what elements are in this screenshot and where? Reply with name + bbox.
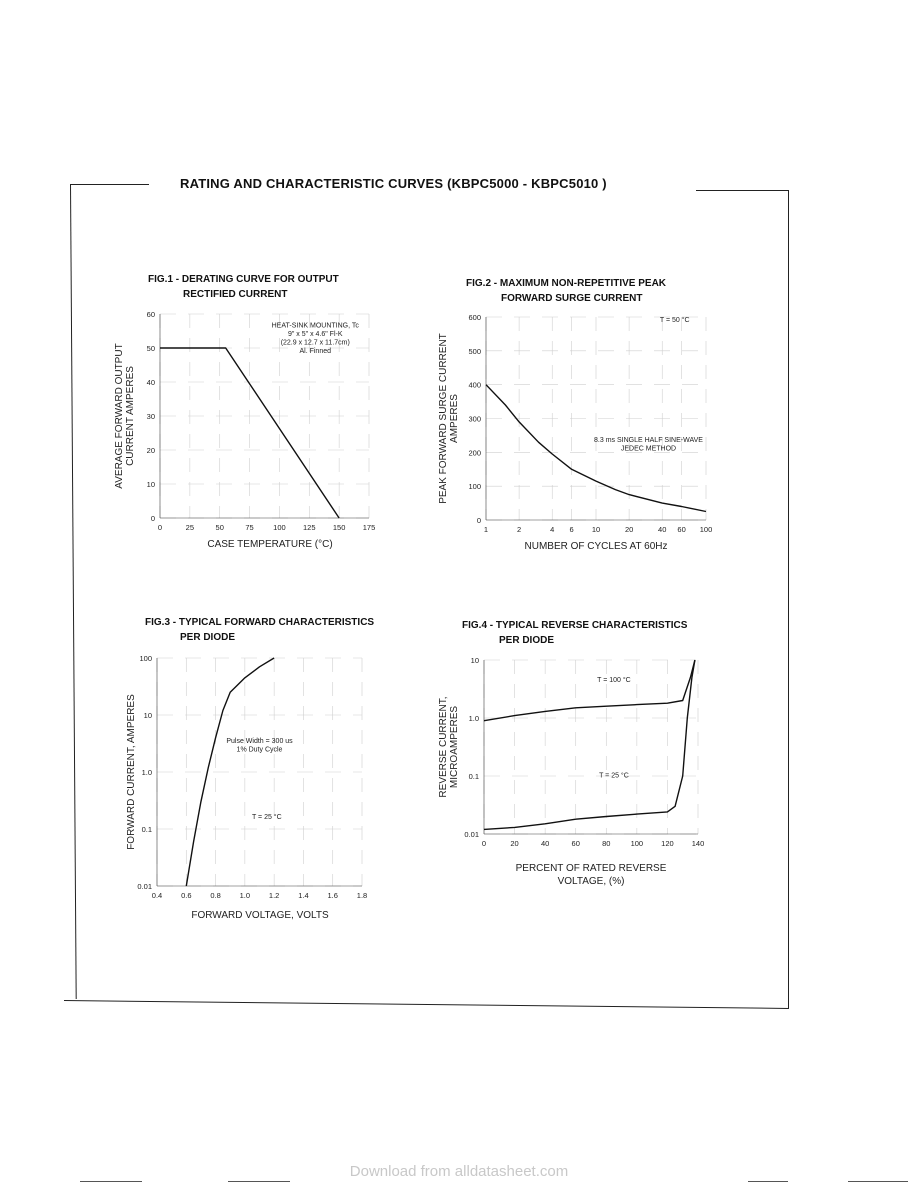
footer-rule-1 bbox=[80, 1181, 142, 1182]
fig2-annotation-1-line-1: JEDEC METHOD bbox=[620, 445, 677, 453]
fig1-y-tick-label-6: 60 bbox=[146, 310, 155, 319]
fig1-y-axis-title-1: CURRENT AMPERES bbox=[125, 366, 136, 466]
fig2-x-axis-title: NUMBER OF CYCLES AT 60Hz bbox=[524, 541, 668, 552]
fig4-annotation-1-line-0: T = 25 °C bbox=[599, 772, 629, 780]
fig1-x-tick-label-5: 125 bbox=[303, 523, 316, 532]
fig1-annotation-0-line-0: HEAT-SINK MOUNTING, Tc bbox=[271, 322, 359, 330]
fig2-x-tick-label-6: 40 bbox=[658, 525, 667, 534]
fig3-x-axis-title: FORWARD VOLTAGE, VOLTS bbox=[191, 910, 329, 921]
fig4-x-axis-title-1: VOLTAGE, (%) bbox=[557, 876, 625, 887]
fig4-x-tick-label-6: 120 bbox=[661, 839, 674, 848]
fig2-y-tick-label-6: 600 bbox=[468, 313, 481, 322]
fig3-annotation-0-line-0: Pulse Width = 300 us bbox=[226, 738, 293, 746]
fig2-x-tick-label-7: 60 bbox=[677, 525, 686, 534]
fig4-y-axis-title-1: MICROAMPERES bbox=[449, 705, 460, 789]
fig4-series-line-0 bbox=[484, 660, 695, 721]
fig3-x-tick-label-6: 1.6 bbox=[327, 891, 338, 900]
fig4-x-axis-title-0: PERCENT OF RATED REVERSE bbox=[515, 863, 667, 874]
fig3-title-line-1: FIG.3 - TYPICAL FORWARD CHARACTERISTICS bbox=[145, 617, 375, 628]
fig3-y-tick-label-2: 1.0 bbox=[141, 768, 152, 777]
fig3-x-tick-label-7: 1.8 bbox=[356, 891, 368, 900]
fig2-y-axis-title-1: AMPERES bbox=[449, 394, 460, 443]
footer-rule-4 bbox=[848, 1181, 908, 1182]
fig1-x-axis-title: CASE TEMPERATURE (°C) bbox=[207, 539, 333, 550]
fig2-y-tick-label-1: 100 bbox=[468, 482, 481, 492]
fig4-y-tick-label-1: 0.1 bbox=[468, 772, 479, 781]
fig3-x-tick-label-1: 0.6 bbox=[181, 891, 192, 900]
fig1-x-tick-label-7: 175 bbox=[362, 523, 376, 532]
fig4-y-tick-label-3: 10 bbox=[470, 656, 479, 665]
fig4-x-tick-label-3: 60 bbox=[571, 839, 580, 848]
fig2-x-tick-label-4: 10 bbox=[591, 525, 601, 534]
fig1-x-tick-label-6: 150 bbox=[332, 523, 346, 532]
fig3-x-tick-label-0: 0.4 bbox=[151, 891, 163, 900]
fig2-annotation-0-line-0: T = 50 °C bbox=[659, 317, 690, 325]
fig1-x-tick-label-4: 100 bbox=[273, 523, 286, 532]
fig1-x-tick-label-1: 25 bbox=[185, 523, 195, 532]
fig1-y-tick-label-0: 0 bbox=[150, 514, 155, 523]
fig1-title-line-1: FIG.1 - DERATING CURVE FOR OUTPUT bbox=[148, 274, 339, 285]
fig1-y-tick-label-5: 50 bbox=[146, 344, 155, 353]
fig3-y-axis-title-0: FORWARD CURRENT, AMPERES bbox=[126, 694, 137, 850]
fig1-y-tick-label-3: 30 bbox=[146, 412, 155, 421]
fig2-x-tick-label-2: 4 bbox=[550, 525, 555, 534]
fig1-title-line-2: RECTIFIED CURRENT bbox=[183, 289, 288, 300]
fig4-annotation-0-line-0: T = 100 °C bbox=[597, 676, 631, 684]
fig1-y-axis-title-0: AVERAGE FORWARD OUTPUT bbox=[114, 343, 125, 489]
fig2-x-tick-label-8: 100 bbox=[699, 525, 713, 534]
fig2-y-tick-label-4: 400 bbox=[468, 380, 481, 390]
fig4-x-tick-label-1: 20 bbox=[510, 839, 519, 848]
fig2-title-line-1: FIG.2 - MAXIMUM NON-REPETITIVE PEAK bbox=[466, 278, 667, 289]
fig4-x-tick-label-5: 100 bbox=[630, 839, 644, 848]
fig1-annotation-0-line-3: Al. Finned bbox=[299, 348, 332, 356]
fig3-title-line-2: PER DIODE bbox=[180, 632, 236, 643]
fig2-y-axis-title-0: PEAK FORWARD SURGE CURRENT bbox=[438, 333, 449, 504]
fig2-y-tick-label-2: 200 bbox=[468, 448, 481, 458]
fig2-y-tick-label-5: 500 bbox=[468, 346, 481, 356]
fig1-y-tick-label-1: 10 bbox=[146, 480, 155, 489]
footer-rule-3 bbox=[748, 1181, 788, 1182]
fig3-x-tick-label-2: 0.8 bbox=[210, 891, 221, 900]
fig4-x-tick-label-0: 0 bbox=[481, 839, 487, 848]
fig4-y-tick-label-2: 1.0 bbox=[468, 714, 479, 723]
fig1-y-tick-label-2: 20 bbox=[146, 446, 155, 455]
fig2-y-tick-label-3: 300 bbox=[468, 414, 481, 424]
fig2-y-tick-label-0: 0 bbox=[476, 516, 481, 525]
fig2-annotation-1-line-0: 8.3 ms SINGLE HALF SINE-WAVE bbox=[594, 437, 703, 445]
fig4-title-line-1: FIG.4 - TYPICAL REVERSE CHARACTERISTICS bbox=[462, 620, 688, 631]
fig4-series-line-1 bbox=[484, 660, 695, 829]
fig3-annotation-0-line-1: 1% Duty Cycle bbox=[236, 746, 283, 754]
fig1-x-tick-label-0: 0 bbox=[157, 523, 163, 532]
fig4-x-tick-label-4: 80 bbox=[602, 839, 611, 848]
fig1-annotation-0-line-2: (22.9 x 12.7 x 11.7cm) bbox=[280, 339, 350, 347]
fig3-y-tick-label-1: 0.1 bbox=[141, 825, 152, 834]
fig4-y-axis-title-0: REVERSE CURRENT, bbox=[438, 696, 449, 798]
fig4-y-tick-label-0: 0.01 bbox=[464, 830, 479, 839]
fig4-x-tick-label-2: 40 bbox=[540, 839, 550, 848]
fig3-y-tick-label-0: 0.01 bbox=[137, 882, 152, 891]
page-title: RATING AND CHARACTERISTIC CURVES (KBPC5000 - KBPC5010 ) bbox=[180, 176, 607, 191]
fig3-y-tick-label-3: 10 bbox=[143, 711, 152, 720]
fig2-x-tick-label-5: 20 bbox=[624, 525, 634, 534]
fig3-x-tick-label-5: 1.4 bbox=[298, 891, 309, 900]
fig2-x-tick-label-3: 6 bbox=[569, 525, 574, 534]
fig4-title-line-2: PER DIODE bbox=[499, 635, 555, 646]
fig2-title-line-2: FORWARD SURGE CURRENT bbox=[501, 293, 643, 304]
fig3-x-tick-label-3: 1.0 bbox=[239, 891, 251, 900]
fig1-x-tick-label-3: 75 bbox=[245, 523, 254, 532]
fig2-x-tick-label-1: 2 bbox=[517, 525, 522, 534]
fig4-x-tick-label-7: 140 bbox=[691, 839, 705, 848]
fig3-y-tick-label-4: 100 bbox=[139, 654, 152, 663]
fig1-y-tick-label-4: 40 bbox=[146, 378, 155, 387]
fig1-x-tick-label-2: 50 bbox=[215, 523, 224, 532]
footer-rule-2 bbox=[228, 1181, 290, 1182]
footer-watermark: Download from alldatasheet.com bbox=[349, 1163, 569, 1180]
fig3-annotation-1-line-0: T = 25 °C bbox=[251, 813, 282, 821]
fig3-x-tick-label-4: 1.2 bbox=[268, 891, 280, 900]
fig1-annotation-0-line-1: 9" x 5" x 4.6" Fl-K bbox=[287, 331, 343, 339]
fig2-x-tick-label-0: 1 bbox=[483, 525, 489, 534]
